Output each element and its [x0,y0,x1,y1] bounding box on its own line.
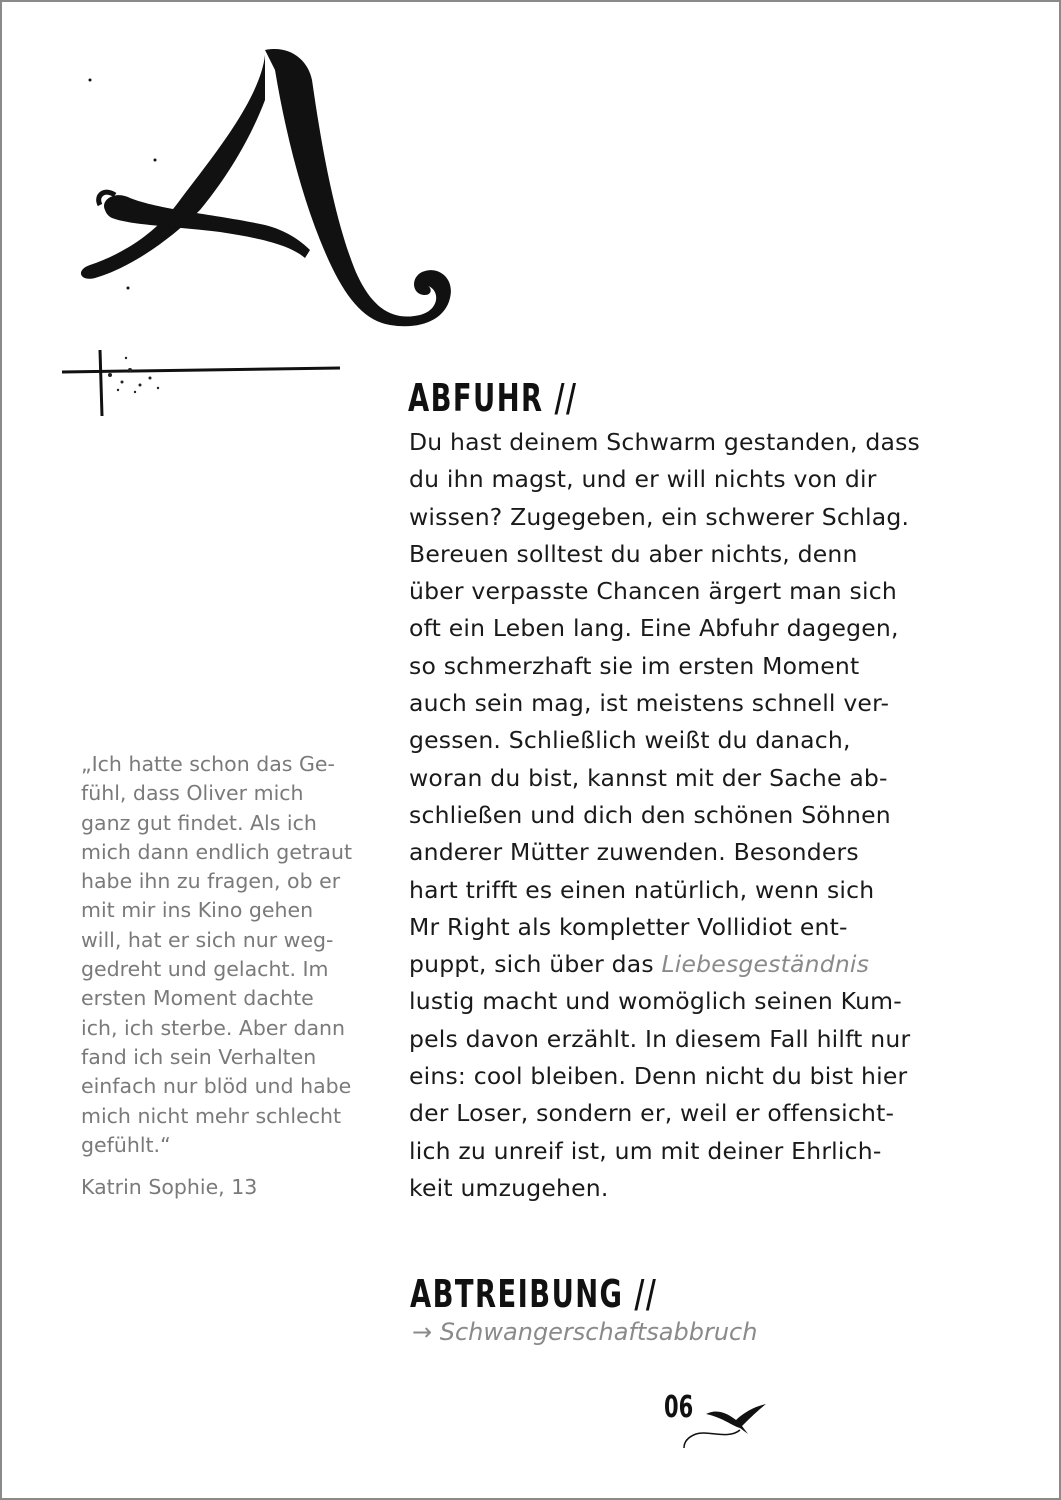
quote-line: „Ich hatte schon das Ge- [81,752,335,776]
bird-icon [678,1400,773,1452]
body-line: woran du bist, kannst mit der Sache ab- [409,763,888,792]
body-line: über verpasste Chancen ärgert man sich [409,577,897,606]
body-line: keit umzugehen. [409,1173,609,1202]
body-line: auch sein mag, ist meistens schnell ver- [409,689,890,718]
section-body-abfuhr [409,424,920,1207]
body-line: pels davon erzählt. In diesem Fall hilft nur [409,1024,911,1053]
body-line: oft ein Leben lang. Eine Abfuhr dagegen, [409,614,899,643]
quote-line: fand ich sein Verhalten [81,1044,317,1069]
body-line: gessen. Schließlich weißt du danach, [409,726,851,755]
quote-line: mit mir ins Kino gehen [81,898,314,923]
page-number: 06 [664,1390,694,1425]
quote-author: Katrin Sophie, 13 [81,1175,258,1200]
reference-link-liebesgestaendnis[interactable]: Liebesgeständnis [661,950,870,979]
quote-line: mich dann endlich getraut [81,839,352,864]
body-line-text: puppt, sich über das [409,950,662,979]
body-line: anderer Mütter zuwenden. Besonders [409,838,859,867]
sidebar-quote [81,750,352,1202]
body-line: Du hast deinem Schwarm gestanden, dass [409,428,921,456]
quote-line: ersten Moment dachte [81,986,314,1011]
quote-line: will, hat er sich nur weg- [81,927,334,952]
body-line: der Loser, sondern er, weil er offensicht- [409,1099,895,1128]
decorative-initial-a [60,40,480,430]
arrow-right-icon: → [412,1318,433,1346]
body-line [409,946,920,983]
cross-reference-link[interactable]: Schwangerschaftsabbruch [439,1318,758,1346]
body-line: schließen und dich den schönen Söhnen [409,800,891,829]
quote-line: fühl, dass Oliver mich [81,781,304,806]
body-line: lustig macht und womöglich seinen Kum- [409,987,902,1016]
quote-line: habe ihn zu fragen, ob er [81,869,341,894]
section-heading-abfuhr: ABFUHR // [408,376,578,420]
body-line: du ihn magst, und er will nichts von dir [409,465,877,494]
quote-line: mich nicht mehr schlecht [81,1103,342,1128]
quote-line: einfach nur blöd und habe [81,1074,352,1099]
section-heading-abtreibung: ABTREIBUNG // [410,1272,658,1316]
quote-line: ich, ich sterbe. Aber dann [81,1015,346,1040]
quote-line: gefühlt.“ [81,1132,171,1157]
body-line: eins: cool bleiben. Denn nicht du bist hier [409,1062,908,1091]
quote-line: gedreht und gelacht. Im [81,957,329,982]
body-line: Bereuen solltest du aber nichts, denn [409,539,858,568]
body-line: so schmerzhaft sie im ersten Moment [409,651,860,680]
body-line: lich zu unreif ist, um mit deiner Ehrlich- [409,1136,882,1165]
body-line: Mr Right als kompletter Vollidiot ent- [409,912,848,941]
body-line: hart trifft es einen natürlich, wenn sich [409,875,875,904]
quote-line: ganz gut findet. Als ich [81,810,317,835]
cross-reference[interactable] [412,1318,757,1346]
body-line: wissen? Zugegeben, ein schwerer Schlag. [409,502,910,531]
